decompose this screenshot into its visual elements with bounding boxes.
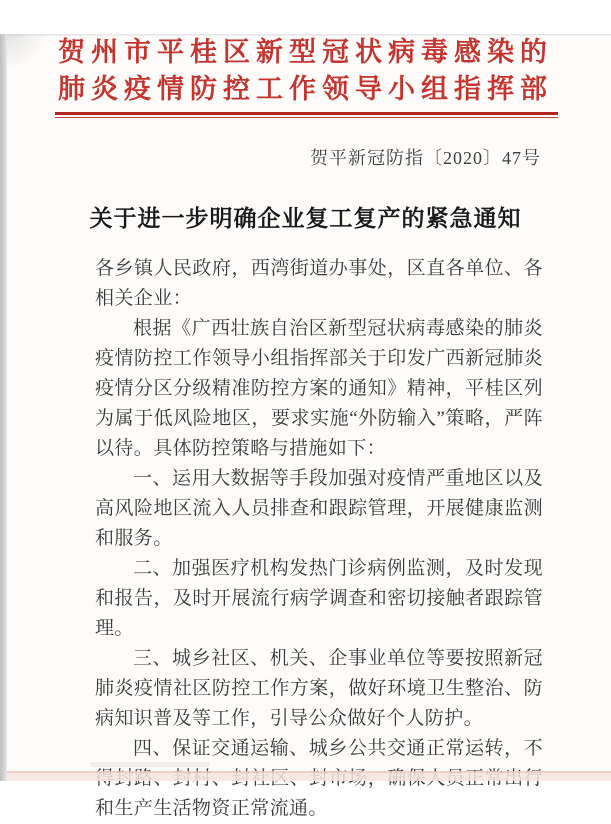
org-name-line2: 肺炎疫情防控工作领导小组指挥部 [58, 74, 553, 104]
document-title: 关于进一步明确企业复工复产的紧急通知 [89, 206, 522, 231]
body-paragraph: 二、加强医疗机构发热门诊病例监测，及时发现和报告，及时开展流行病学调查和密切接触者跟踪管理。 [95, 558, 543, 639]
issuing-org-header [30, 34, 581, 108]
document-page [0, 34, 611, 819]
body-paragraph: 三、城乡社区、机关、企事业单位等要按照新冠肺炎疫情社区防控工作方案，做好环境卫生整治、防病知识普及等工作，引导公众做好个人防护。 [95, 648, 543, 729]
red-double-rule [55, 112, 558, 118]
scanned-notice-page [0, 34, 611, 819]
scan-left-edge [0, 34, 7, 781]
scan-smudge-artifact [90, 762, 210, 767]
body-paragraph: 根据《广西壮族自治区新型冠状病毒感染的肺炎疫情防控工作领导小组指挥部关于印发广西新冠肺炎疫情分区分级精准防控方案的通知》精神，平桂区列为属于低风险地区，要求实施“外防输入”策略，严阵以待。具体防控策略与措施如下： [95, 318, 543, 459]
document-number: 贺平新冠防指〔2020〕47号 [310, 148, 541, 168]
org-name-line1: 贺州市平桂区新型冠状病毒感染的 [58, 37, 553, 67]
bottom-cutoff-strip [7, 771, 611, 781]
salutation-line: 各乡镇人民政府，西湾街道办事处，区直各单位、各相关企业： [95, 258, 543, 309]
body-paragraphs [95, 254, 543, 824]
body-paragraph: 四、保证交通运输、城乡公共交通正常运转，不 和生产生活物资正常流通。 [95, 738, 543, 819]
body-paragraph: 一、运用大数据等手段加强对疫情严重地区以及高风险地区流入人员排查和跟踪管理，开展健康监测和服务。 [95, 468, 543, 549]
